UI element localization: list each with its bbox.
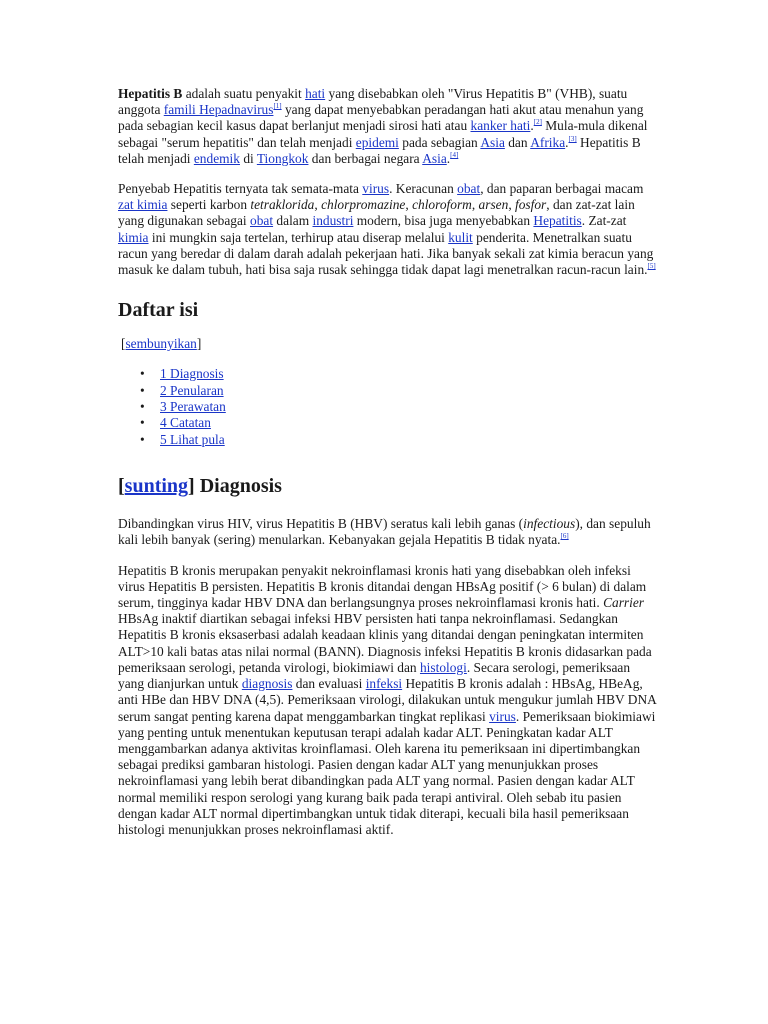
link-kimia[interactable]: kimia <box>118 229 149 245</box>
toc-item <box>140 399 658 415</box>
section-heading-diagnosis <box>118 474 658 498</box>
ref-1[interactable]: [1] <box>273 102 282 111</box>
bracket: ] <box>196 336 202 352</box>
diagnosis-paragraph-1 <box>118 516 658 548</box>
link-tiongkok[interactable]: Tiongkok <box>256 150 309 166</box>
toc-item <box>140 432 658 448</box>
italic-term: tetraklorida <box>250 197 315 213</box>
text: yang disebabkan oleh "Virus Hepatitis B" (VHB), suatu anggota <box>118 86 628 118</box>
text: , <box>508 197 516 213</box>
text: Dibandingkan virus HIV, virus Hepatitis B (HBV) seratus kali lebih ganas ( <box>118 516 524 532</box>
toc-item <box>140 415 658 431</box>
text: Hepatitis B telah menjadi <box>118 134 641 166</box>
ref-6[interactable]: [6] <box>560 532 569 541</box>
toc-hide-link[interactable]: sembunyikan <box>125 336 197 352</box>
text: modern, bisa juga menyebabkan <box>353 213 534 229</box>
text: . <box>530 118 534 134</box>
text: , <box>471 197 479 213</box>
toc-list <box>118 366 658 448</box>
link-histologi[interactable]: histologi <box>419 659 467 675</box>
link-endemik[interactable]: endemik <box>193 150 240 166</box>
link-famili-hepadnavirus[interactable]: famili Hepadnavirus <box>163 102 274 118</box>
text: . <box>446 150 451 166</box>
text: . Secara serologi, pemeriksaan yang dianjurkan untuk <box>118 659 631 692</box>
toc-item-lihat-pula[interactable]: 5 Lihat pula <box>160 431 225 447</box>
bullet-icon: • <box>140 431 145 447</box>
italic-term: infectious <box>523 516 576 532</box>
ref-4[interactable]: [4] <box>450 150 459 159</box>
bracket: [ <box>118 475 125 498</box>
diagnosis-paragraph-2 <box>118 563 658 838</box>
link-kulit[interactable]: kulit <box>448 229 473 245</box>
intro-paragraph-2 <box>118 181 658 278</box>
italic-term: chloroform <box>412 197 472 213</box>
text: dan evaluasi <box>292 676 366 692</box>
italic-term: fosfor <box>515 197 547 213</box>
text: Penyebab Hepatitis ternyata tak semata-mata <box>118 181 363 197</box>
text: di <box>239 150 257 166</box>
bracket: ] <box>188 475 195 498</box>
link-infeksi[interactable]: infeksi <box>365 676 403 692</box>
link-diagnosis[interactable]: diagnosis <box>241 676 293 692</box>
link-afrika[interactable]: Afrika <box>530 134 566 150</box>
text: Hepatitis B kronis merupakan penyakit nekroinflamasi kronis hati yang disebabkan oleh infeksi virus Hepatitis B persisten. Hepatitis B kronis ditandai dengan HBsAg positif (> 6 bulan) di dalam serum, tingginya kadar HBV DNA dan berlangsungnya proses nekroinflamasi kronis hati. <box>118 562 647 611</box>
text: , dan paparan berbagai macam <box>480 181 644 197</box>
link-hepatitis[interactable]: Hepatitis <box>533 213 582 229</box>
link-obat-2[interactable]: obat <box>250 213 274 229</box>
bold-term: Hepatitis B <box>118 86 183 101</box>
text: yang dapat menyebabkan peradangan hati akut atau menahun yang pada sebagian kecil kasus dapat berlanjut menjadi sirosi hati atau <box>118 102 644 134</box>
text: Mula-mula dikenal sebagai "serum hepatitis" dan telah menjadi <box>118 118 648 150</box>
bullet-icon: • <box>140 399 145 415</box>
link-asia-2[interactable]: Asia <box>422 150 447 166</box>
toc-item-penularan[interactable]: 2 Penularan <box>160 382 224 398</box>
toc-item-diagnosis[interactable]: 1 Diagnosis <box>160 366 224 382</box>
text: . <box>565 134 569 150</box>
toc-toggle <box>121 336 658 352</box>
link-epidemi[interactable]: epidemi <box>355 134 399 150</box>
italic-term: chlorpromazine <box>321 197 406 213</box>
toc-item <box>140 366 658 382</box>
text: dalam <box>273 213 313 229</box>
toc-item-perawatan[interactable]: 3 Perawatan <box>160 399 226 415</box>
toc-item-catatan[interactable]: 4 Catatan <box>160 415 211 431</box>
toc-item <box>140 383 658 399</box>
bullet-icon: • <box>140 366 145 382</box>
intro-paragraph-1 <box>118 86 658 167</box>
section-title: Diagnosis <box>194 475 282 498</box>
ref-2[interactable]: [2] <box>533 118 542 127</box>
italic-term: arsen <box>478 197 509 213</box>
toc-title: Daftar isi <box>118 299 199 322</box>
text: Hepatitis B kronis adalah : HBsAg, HBeAg, anti HBe dan HBV DNA (4,5). Pemeriksaan virologi, dilakukan untuk mengukur jumlah HBV DNA serum sangat penting karena dapat menggambarkan tingkat replikasi <box>118 676 657 724</box>
link-hati[interactable]: hati <box>305 86 326 101</box>
text: ini mungkin saja tertelan, terhirup atau diserap melalui <box>148 229 449 245</box>
link-virus-2[interactable]: virus <box>489 708 516 724</box>
text: , <box>314 197 322 213</box>
text: HBsAg inaktif diartikan sebagai infeksi HBV persisten hati tanpa nekroinflamasi. Sedangkan Hepatitis B kronis eksaserbasi adalah keadaan klinis yang ditandai dengan peningkatan intermiten ALT>10 kali batas atas nilai normal (BANN). Diagnosis infeksi Hepatitis B kronis didasarkan pada pemeriksaan serologi, petanda virologi, biokimiawi dan <box>118 611 652 675</box>
text: seperti karbon <box>167 197 251 213</box>
link-kanker-hati[interactable]: kanker hati <box>470 118 531 134</box>
ref-5[interactable]: [5] <box>647 262 656 271</box>
text: ), dan sepuluh kali lebih banyak (sering) menularkan. Kebanyakan gejala Hepatitis B tidak nyata. <box>118 516 651 548</box>
text: dan <box>504 134 531 150</box>
link-industri[interactable]: industri <box>312 213 354 229</box>
edit-section-link[interactable]: sunting <box>124 475 189 498</box>
text: , dan zat-zat lain yang digunakan sebagai <box>118 197 635 229</box>
link-obat[interactable]: obat <box>457 181 481 197</box>
text: . Zat-zat <box>581 213 627 229</box>
bullet-icon: • <box>140 382 145 398</box>
link-virus[interactable]: virus <box>362 181 390 197</box>
text: , <box>405 197 413 213</box>
italic-term: Carrier <box>603 595 645 611</box>
article-body <box>118 86 658 838</box>
text: pada sebagian <box>398 134 481 150</box>
text: . Keracunan <box>389 181 458 197</box>
ref-3[interactable]: [3] <box>568 134 577 143</box>
text: adalah suatu penyakit <box>182 86 306 101</box>
bracket: [ <box>121 336 126 352</box>
link-asia[interactable]: Asia <box>480 134 505 150</box>
text: . Pemeriksaan biokimiawi yang penting untuk menentukan keputusan terapi adalah kadar ALT. Peningkatan kadar ALT menggambarkan adanya aktivitas kroinflamasi. Oleh karena itu pemeriksaan ini dipertimbangkan sebagai prediksi gambaran histologi. Pasien dengan kadar ALT yang menunjukkan proses nekroinflamasi yang lebih berat dibandingkan pada ALT yang normal. Pasien dengan kadar ALT normal memiliki respon serologi yang kurang baik pada terapi antiviral. Oleh sebab itu pasien dengan kadar ALT normal dipertimbangkan untuk tidak diterapi, kecuali bila hasil pemeriksaan histologi menunjukkan proses nekroinflamasi aktif. <box>118 708 656 837</box>
text: dan berbagai negara <box>308 150 423 166</box>
text: penderita. Menetralkan suatu racun yang beredar di dalam darah adalah pekerjaan hati. Jika banyak sekali zat kimia beracun yang masuk ke dalam tubuh, hati bisa saja rusak sehingga tidak dapat lagi menetralkan racun-racun lain. <box>118 229 654 278</box>
bullet-icon: • <box>140 415 145 431</box>
link-zat-kimia[interactable]: zat kimia <box>118 197 168 213</box>
